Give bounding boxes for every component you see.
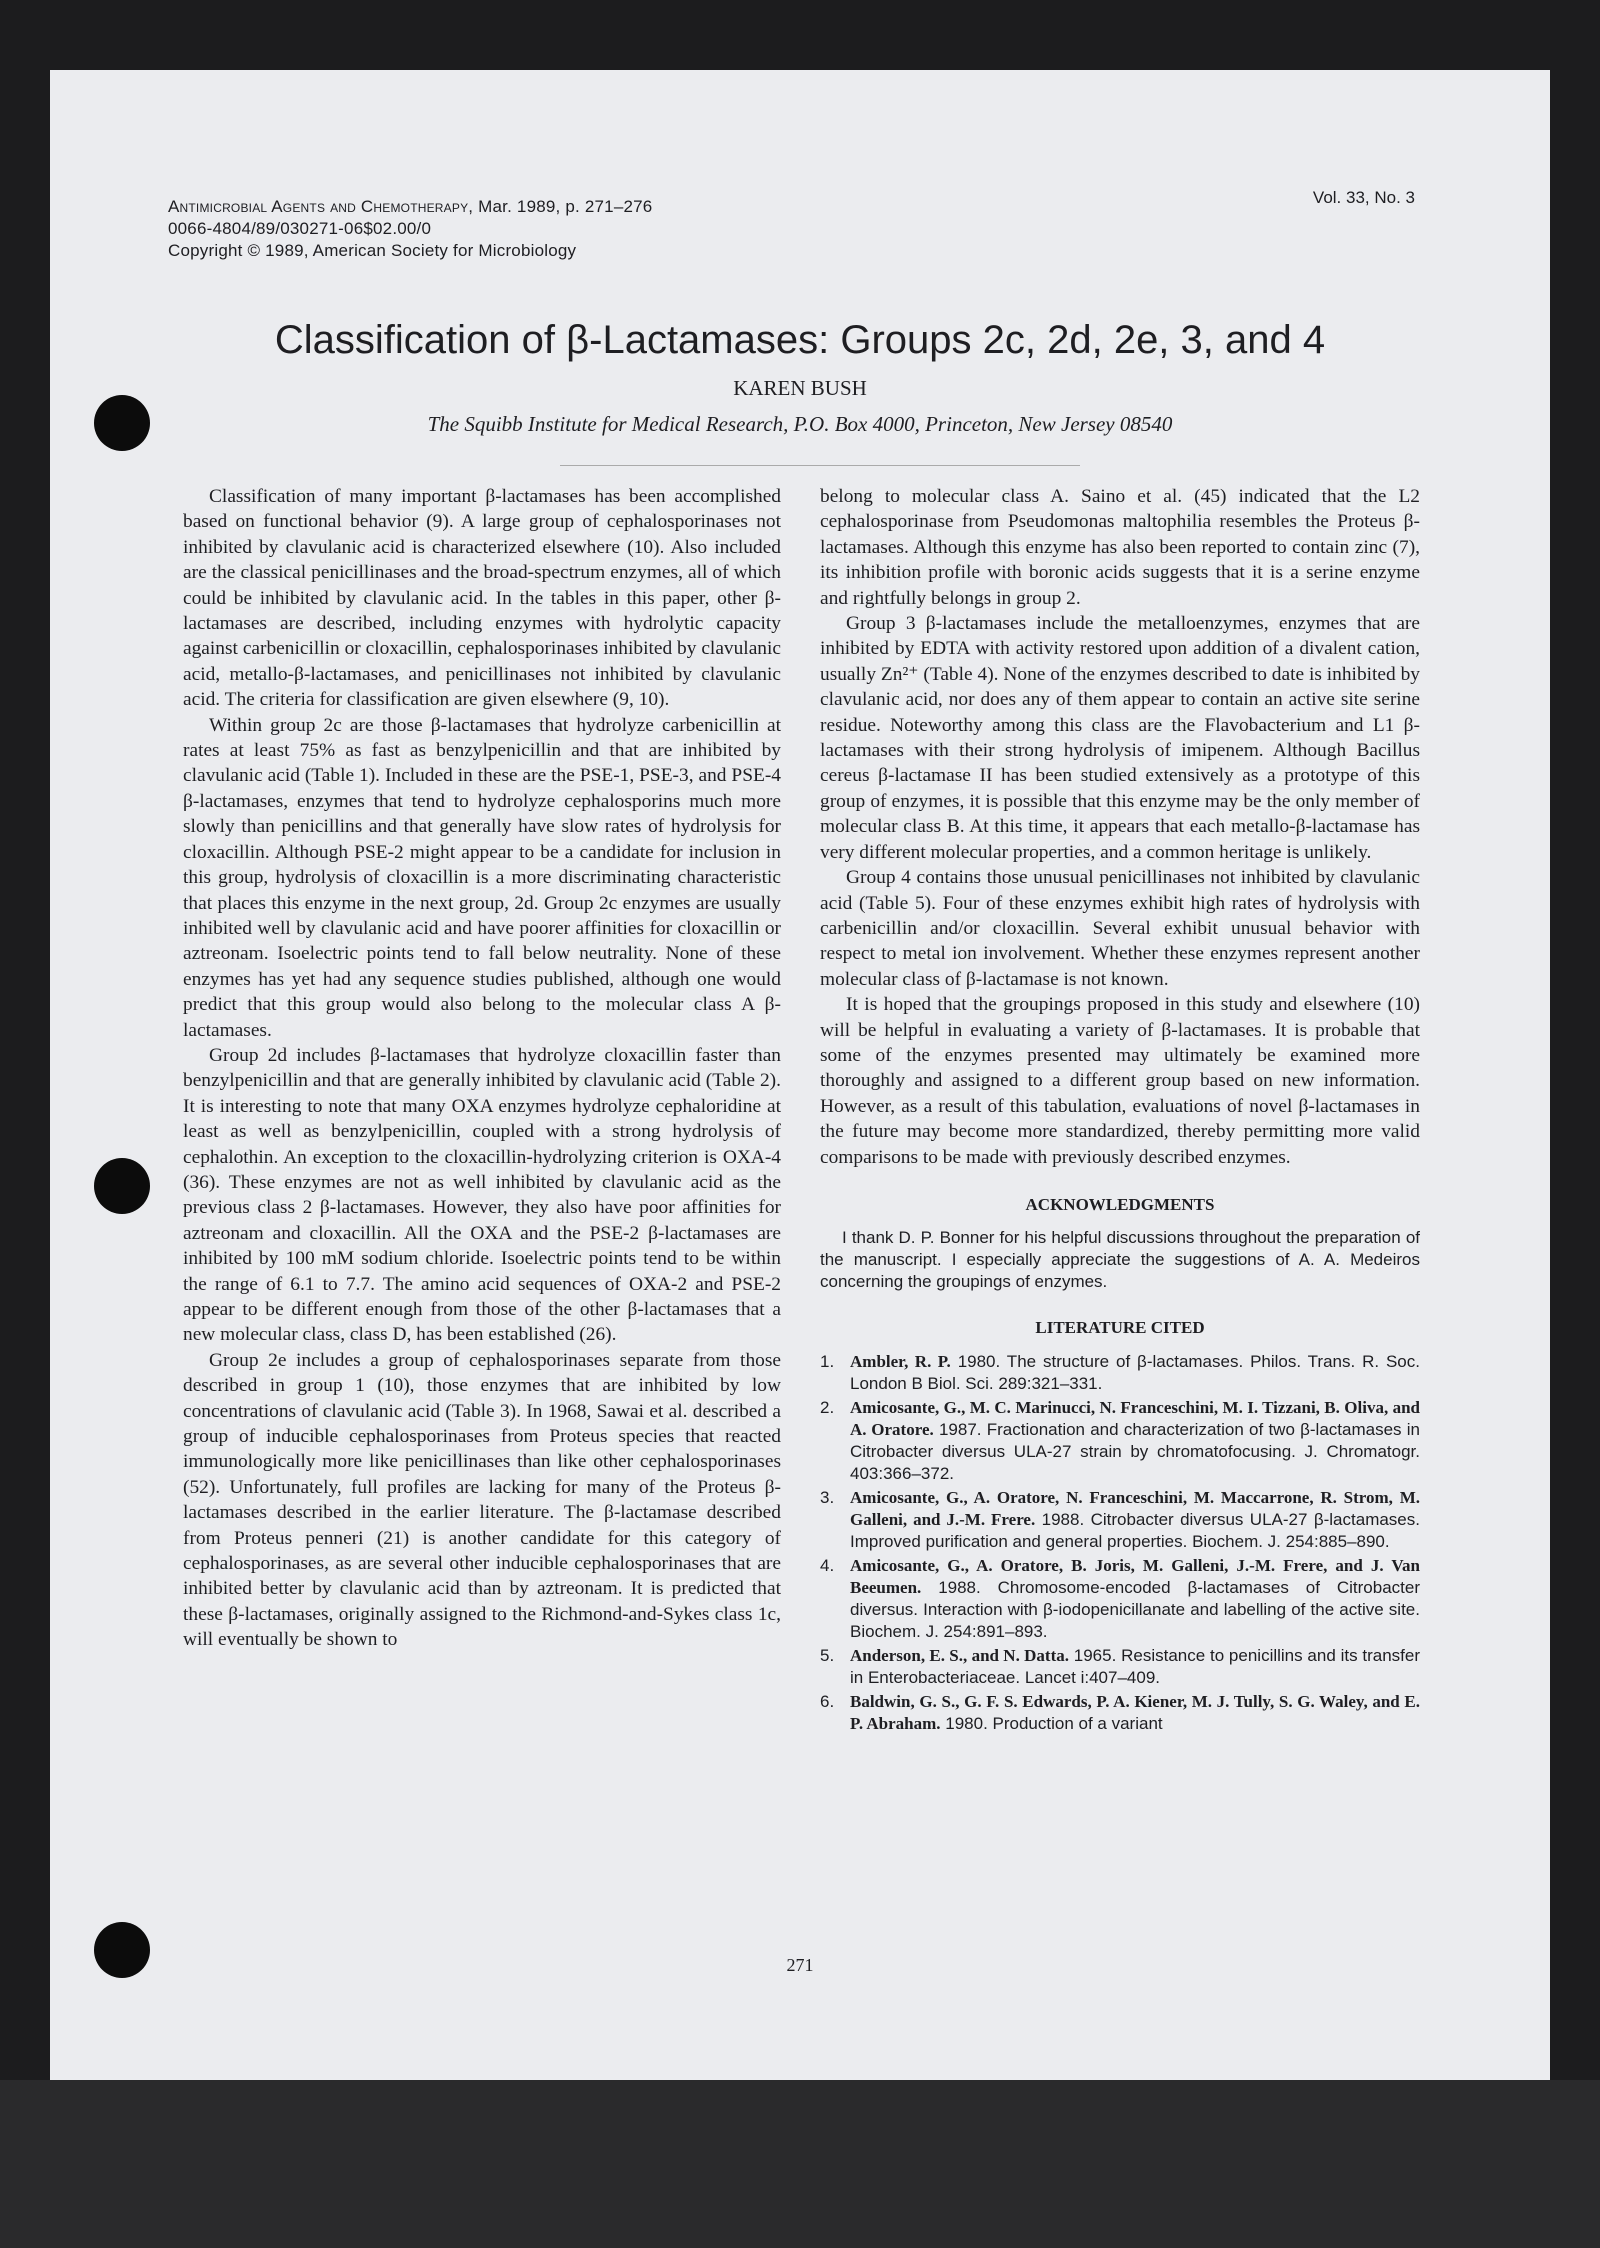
- article-title: Classification of β-Lactamases: Groups 2c, 2d, 2e, 3, and 4: [274, 318, 1326, 362]
- reference-item: [820, 1487, 1420, 1553]
- punch-hole: [94, 1158, 150, 1214]
- reference-number: 2.: [820, 1397, 835, 1417]
- left-column: [183, 484, 781, 1653]
- reference-text: [850, 1487, 1420, 1553]
- reference-details: 1988. Chromosome-encoded β-lactamases of Citrobacter diversus. Interaction with β-iodopenicillanate and labelling of the active site. Biochem. J. 254:891–893.: [850, 1577, 1420, 1641]
- acknowledgments-heading: ACKNOWLEDGMENTS: [1025, 1194, 1215, 1214]
- acknowledgments-text: I thank D. P. Bonner for his helpful discussions throughout the preparation of the manuscript. I especially appreciate the suggestions of A. A. Medeiros concerning the groupings of enzymes.: [820, 1228, 1420, 1292]
- reference-authors: Ambler, R. P.: [850, 1351, 951, 1371]
- reference-details: 1980. Production of a variant: [940, 1713, 1163, 1733]
- reference-item: [820, 1351, 1420, 1395]
- reference-details: 1988. Citrobacter diversus ULA-27 β-lactamases. Improved purification and general properties. Biochem. J. 254:885–890.: [850, 1509, 1420, 1551]
- reference-list: [820, 1351, 1420, 1735]
- volume-info: Vol. 33, No. 3: [1312, 188, 1415, 207]
- reference-number: 3.: [820, 1487, 835, 1507]
- literature-heading: LITERATURE CITED: [1035, 1318, 1205, 1338]
- body-paragraph: Group 4 contains those unusual penicillinases not inhibited by clavulanic acid (Table 5). Four of these enzymes exhibit high rates of hydrolysis with carbenicillin and/or cloxacillin. Several exhibit unusual behavior with respect to metal ion involvement. Whether these enzymes represent another molecular class of β-lactamase is not known.: [820, 867, 1420, 990]
- reference-text: [850, 1645, 1420, 1689]
- reference-item: [820, 1397, 1420, 1485]
- journal-header: [168, 196, 652, 262]
- author: KAREN BUSH: [733, 376, 867, 400]
- article-code: 0066-4804/89/030271-06$02.00/0: [168, 219, 432, 238]
- reference-authors: Anderson, E. S., and N. Datta.: [850, 1645, 1069, 1665]
- body-paragraph: Group 2d includes β-lactamases that hydrolyze cloxacillin faster than benzylpenicillin and that are generally inhibited by clavulanic acid (Table 2). It is interesting to note that many OXA enzymes hydrolyze cephaloridine at least as well as benzylpenicillin, coupled with a strong hydrolysis of cephalothin. An exception to the cloxacillin-hydrolyzing criterion is OXA-4 (36). These enzymes are not as well inhibited by clavulanic acid as the previous class 2 β-lactamases. However, they also have poor affinities for aztreonam and cloxacillin. All the OXA and the PSE-2 β-lactamases are inhibited by 100 mM sodium chloride. Isoelectric points tend to be within the range of 6.1 to 7.7. The amino acid sequences of OXA-2 and PSE-2 appear to be different enough from those of the other β-lactamases that a new molecular class, class D, has been established (26).: [183, 1044, 781, 1346]
- body-paragraph: It is hoped that the groupings proposed in this study and elsewhere (10) will be helpful in evaluating a variety of β-lactamases. It is probable that some of the enzymes presented may ultimately be examined more thoroughly and assigned to a different group based on new information. However, as a result of this tabulation, evaluations of novel β-lactamases in the future may become more standardized, thereby permitting more valid comparisons to be made with previously described enzymes.: [820, 994, 1420, 1168]
- divider: [560, 465, 1080, 466]
- reference-authors: Amicosante, G., M. C. Marinucci, N. Franceschini, M. I. Tizzani, B. Oliva, and A. Oratore.: [850, 1397, 1420, 1439]
- reference-number: 6.: [820, 1691, 835, 1711]
- journal-name: Antimicrobial Agents and Chemotherapy: [168, 197, 469, 216]
- issue-info: , Mar. 1989, p. 271–276: [468, 197, 653, 216]
- reference-text: [850, 1691, 1420, 1735]
- body-paragraph: Classification of many important β-lactamases has been accomplished based on functional behavior (9). A large group of cephalosporinases not inhibited by clavulanic acid is characterized elsewhere (10). Also included are the classical penicillinases and the broad-spectrum enzymes, all of which could be inhibited by clavulanic acid. In the tables in this paper, other β-lactamases are described, including enzymes with hydrolytic capacity against carbenicillin or cloxacillin, cephalosporinases inhibited by clavulanic acid, metallo-β-lactamases, and penicillinases not inhibited by clavulanic acid. The criteria for classification are given elsewhere (9, 10).: [183, 486, 781, 711]
- copyright: Copyright © 1989, American Society for Microbiology: [168, 241, 577, 260]
- reference-details: 1965. Resistance to penicillins and its transfer in Enterobacteriaceae. Lancet i:407–409.: [850, 1645, 1420, 1687]
- reference-authors: Amicosante, G., A. Oratore, N. Franceschini, M. Maccarrone, R. Strom, M. Galleni, and J.-M. Frere.: [850, 1487, 1420, 1529]
- reference-authors: Amicosante, G., A. Oratore, B. Joris, M. Galleni, J.-M. Frere, and J. Van Beeumen.: [850, 1555, 1420, 1597]
- reference-number: 5.: [820, 1645, 835, 1665]
- body-paragraph: Within group 2c are those β-lactamases that hydrolyze carbenicillin at rates at least 75% as fast as benzylpenicillin and that are inhibited by clavulanic acid (Table 1). Included in these are the PSE-1, PSE-3, and PSE-4 β-lactamases, enzymes that tend to hydrolyze cephalosporins much more slowly than penicillins and that generally have slow rates of hydrolysis for cloxacillin. Although PSE-2 might appear to be a candidate for inclusion in this group, hydrolysis of cloxacillin is a more discriminating characteristic that places this enzyme in the next group, 2d. Group 2c enzymes are usually inhibited well by clavulanic acid and have poorer affinities for cloxacillin or aztreonam. Isoelectric points tend to fall below neutrality. None of these enzymes has yet had any sequence studies published, although one would predict that this group would also belong to the molecular class A β-lactamases.: [183, 714, 781, 1041]
- body-paragraph: Group 2e includes a group of cephalosporinases separate from those described in group 1 (10), those enzymes that are inhibited by low concentrations of clavulanic acid (Table 3). In 1968, Sawai et al. described a group of inducible cephalosporinases from Proteus species that reacted immunologically more like penicillinases than like other cephalosporinases (52). Unfortunately, full profiles are lacking for many of the Proteus β-lactamases described in the earlier literature. The β-lactamase described from Proteus penneri (21) is another candidate for this category of cephalosporinases, as are several other inducible cephalosporinases that are inhibited better by clavulanic acid than by aztreonam. It is predicted that these β-lactamases, originally assigned to the Richmond-and-Sykes class 1c, will eventually be shown to: [183, 1349, 781, 1651]
- reference-item: [820, 1645, 1420, 1689]
- reference-item: [820, 1691, 1420, 1735]
- right-column: [820, 484, 1420, 1737]
- affiliation: The Squibb Institute for Medical Research, P.O. Box 4000, Princeton, New Jersey 08540: [427, 412, 1173, 436]
- reference-text: [850, 1397, 1420, 1485]
- reference-details: 1987. Fractionation and characterization of two β-lactamases in Citrobacter diversus ULA-27 strain by chromatofocusing. J. Chromatogr. 403:366–372.: [850, 1419, 1420, 1483]
- reference-authors: Baldwin, G. S., G. F. S. Edwards, P. A. Kiener, M. J. Tully, S. G. Waley, and E. P. Abraham.: [850, 1691, 1420, 1733]
- reference-text: [850, 1555, 1420, 1643]
- reference-text: [850, 1351, 1420, 1395]
- reference-details: 1980. The structure of β-lactamases. Philos. Trans. R. Soc. London B Biol. Sci. 289:321–331.: [850, 1351, 1420, 1393]
- scan-background: [0, 2080, 1600, 2248]
- reference-number: 4.: [820, 1555, 835, 1575]
- page-number: 271: [786, 1955, 814, 1975]
- reference-item: [820, 1555, 1420, 1643]
- body-paragraph: Group 3 β-lactamases include the metalloenzymes, enzymes that are inhibited by EDTA with activity restored upon addition of a divalent cation, usually Zn²⁺ (Table 4). None of the enzymes described to date is inhibited by clavulanic acid, nor does any of them appear to contain an active site serine residue. Noteworthy among this class are the Flavobacterium and L1 β-lactamases with their strong hydrolysis of imipenem. Although Bacillus cereus β-lactamase II has been studied extensively as a prototype of this group of enzymes, it is possible that this enzyme may be the only member of molecular class B. At this time, it appears that each metallo-β-lactamase has very different molecular properties, and a common heritage is unlikely.: [820, 613, 1420, 863]
- body-paragraph: belong to molecular class A. Saino et al. (45) indicated that the L2 cephalosporinase from Pseudomonas maltophilia resembles the Proteus β-lactamases. Although this enzyme has also been reported to contain zinc (7), its inhibition profile with boronic acids suggests that it is a serine enzyme and rightfully belongs in group 2.: [820, 486, 1420, 609]
- reference-number: 1.: [820, 1351, 835, 1371]
